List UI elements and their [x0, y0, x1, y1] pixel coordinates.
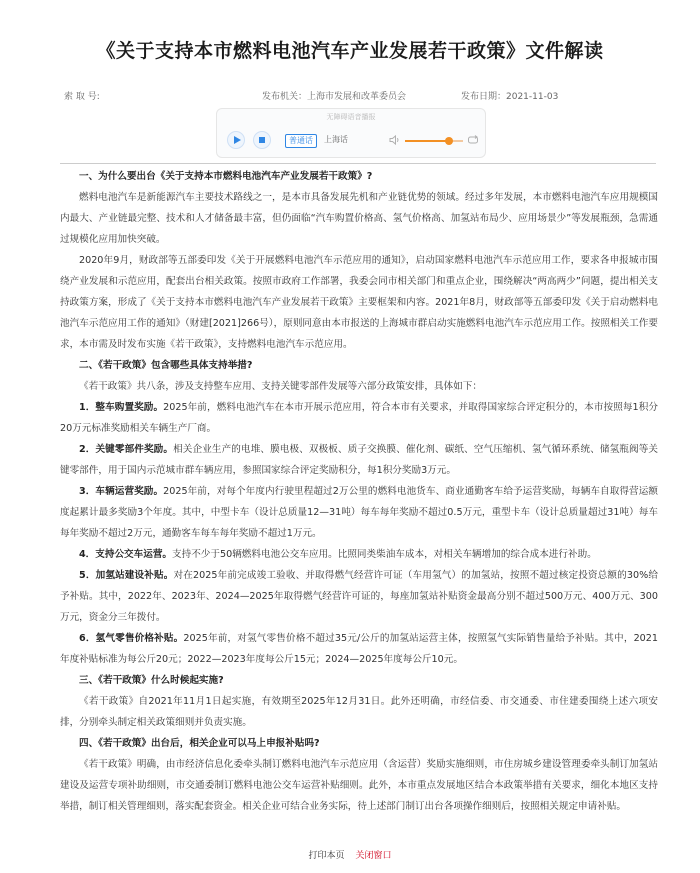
shanghainese-toggle[interactable]: 上海话 [324, 135, 348, 144]
play-icon [234, 136, 241, 144]
section-heading-1: 一、为什么要出台《关于支持本市燃料电池汽车产业发展若干政策》? [79, 171, 373, 182]
policy-item-5-title: 5．加氢站建设补贴。 [79, 570, 174, 581]
paragraph-1: 燃料电池汽车是新能源汽车主要技术路线之一，是本市具备发展先机和产业链优势的领域。经过多年发展，本市燃料电池汽车应用规模国内最大、产业链最完整、技术和人才储备最丰富，但仍面临“汽车购置价格高、氢气价格高、加氢站布局少、应用场景少”等发展瓶颈，急需通过规模化应用加快突破。 [60, 192, 658, 245]
policy-item-6 [60, 628, 658, 670]
policy-item-6-text: 2025年前，对氢气零售价格不超过35元/公斤的加氢站运营主体，按照氢气实际销售量给予补贴。其中，2021年度补贴标准为每公斤20元；2022—2023年度每公斤15元；2024—2025年度每公斤10元。 [60, 633, 658, 665]
close-window-link[interactable]: 关闭窗口 [355, 851, 392, 861]
header-divider [60, 163, 656, 164]
policy-item-3 [60, 481, 658, 544]
paragraph-2: 2020年9月，财政部等五部委印发《关于开展燃料电池汽车示范应用的通知》，启动国家燃料电池汽车示范应用工作，要求各申报城市围绕产业发展和示范应用，配套出台相关政策。按照市政府工作部署，我委会同市相关部门和重点企业，围绕解决“两高两少”问题，提出相关支持政策方案，形成了《关于支持本市燃料电池汽车产业发展若干政策》主要框架和内容。2021年8月，财政部等五部委印发《关于启动燃料电池汽车示范应用工作的通知》（财建[2021]266号），原则同意由本市报送的上海城市群启动实施燃料电池汽车示范应用工作。按照相关工作要求，本市需及时发布实施《若干政策》，支持燃料电池汽车示范应用。 [60, 255, 658, 350]
play-button[interactable] [227, 131, 245, 149]
page-title: 《关于支持本市燃料电池汽车产业发展若干政策》文件解读 [96, 40, 604, 62]
policy-item-1-text: 2025年前，燃料电池汽车在本市开展示范应用，符合本市有关要求，并取得国家综合评定积分的，本市按照每1积分20万元标准奖励相关车辆生产厂商。 [60, 402, 658, 434]
paragraph-3: 《若干政策》共八条，涉及支持整车应用、支持关键零部件发展等六部分政策安排，具体如下： [79, 381, 482, 392]
volume-slider[interactable] [405, 140, 463, 142]
stop-icon [259, 137, 265, 143]
footer [0, 848, 700, 861]
policy-item-2-title: 2．关键零部件奖励。 [79, 444, 174, 455]
policy-item-4-text: 支持不少于50辆燃料电池公交车应用。比照同类柴油车成本，对相关车辆增加的综合成本进行补助。 [172, 549, 597, 560]
stop-button[interactable] [253, 131, 271, 149]
index-number-label: 索 取 号: [64, 92, 100, 102]
loop-icon[interactable] [467, 134, 479, 146]
policy-item-3-text: 2025年前，对每个年度内行驶里程超过2万公里的燃料电池货车、商业通勤客车给予运营奖励，每辆车自取得营运额度起累计最多奖励3个年度。其中，中型卡车（设计总质量12—31吨）每车每年奖励不超过0.5万元，重型卡车（设计总质量超过31吨）每车每年奖励不超过2万元，通勤客车每车每年奖励不超过1万元。 [60, 486, 658, 539]
policy-item-5-text: 对在2025年前完成竣工验收、并取得燃气经营许可证（车用氢气）的加氢站，按照不超过核定投资总额的30%给予补贴。其中，2022年、2023年、2024—2025年取得燃气经营许可证的，每座加氢站补贴资金最高分别不超过500万元、400万元、300万元，资金分三年拨付。 [60, 570, 658, 623]
policy-item-2 [60, 439, 658, 481]
policy-item-4 [60, 544, 658, 565]
speaker-icon[interactable] [389, 134, 401, 146]
policy-item-5 [60, 565, 658, 628]
print-page-link[interactable]: 打印本页 [308, 851, 345, 861]
policy-item-1 [60, 397, 658, 439]
paragraph-4: 《若干政策》自2021年11月1日起实施，有效期至2025年12月31日。此外还明确，市经信委、市交通委、市住建委围绕上述六项安排，分别牵头制定相关政策细则并负责实施。 [60, 696, 658, 728]
policy-item-3-title: 3．车辆运营奖励。 [79, 486, 164, 497]
player-caption: 无障碍语音播报 [326, 113, 376, 121]
mandarin-toggle[interactable]: 普通话 [285, 134, 317, 148]
audio-player [216, 108, 486, 158]
article-body [60, 166, 658, 817]
policy-item-1-title: 1．整车购置奖励。 [79, 402, 164, 413]
volume-fill [405, 140, 449, 142]
volume-knob[interactable] [445, 137, 453, 145]
paragraph-5: 《若干政策》明确，由市经济信息化委牵头制订燃料电池汽车示范应用（含运营）奖励实施细则，市住房城乡建设管理委牵头制订加氢站建设及运营专项补助细则，市交通委制订燃料电池公交车运营补贴细则。此外，本市重点发展地区结合本政策举措有关要求，细化本地区支持举措，制订相关管理细则，落实配套资金。相关企业可结合业务实际，待上述部门制订出台各项操作细则后，按照相关规定申请补贴。 [60, 759, 658, 812]
section-heading-4: 四、《若干政策》出台后，相关企业可以马上申报补贴吗? [79, 738, 320, 749]
publish-date: 发布日期：2021-11-03 [461, 92, 559, 102]
policy-item-2-text: 相关企业生产的电堆、膜电极、双极板、质子交换膜、催化剂、碳纸、空气压缩机、氢气循环系统、储氢瓶阀等关键零部件，用于国内示范城市群车辆应用，参照国家综合评定奖励积分，每1积分奖励3万元。 [60, 444, 658, 476]
policy-item-6-title: 6．氢气零售价格补贴。 [79, 633, 184, 644]
section-heading-3: 三、《若干政策》什么时候起实施? [79, 675, 224, 686]
issuer-label: 发布机关：上海市发展和改革委员会 [262, 92, 407, 102]
policy-item-4-title: 4．支持公交车运营。 [79, 549, 173, 560]
section-heading-2: 二、《若干政策》包含哪些具体支持举措? [79, 360, 253, 371]
